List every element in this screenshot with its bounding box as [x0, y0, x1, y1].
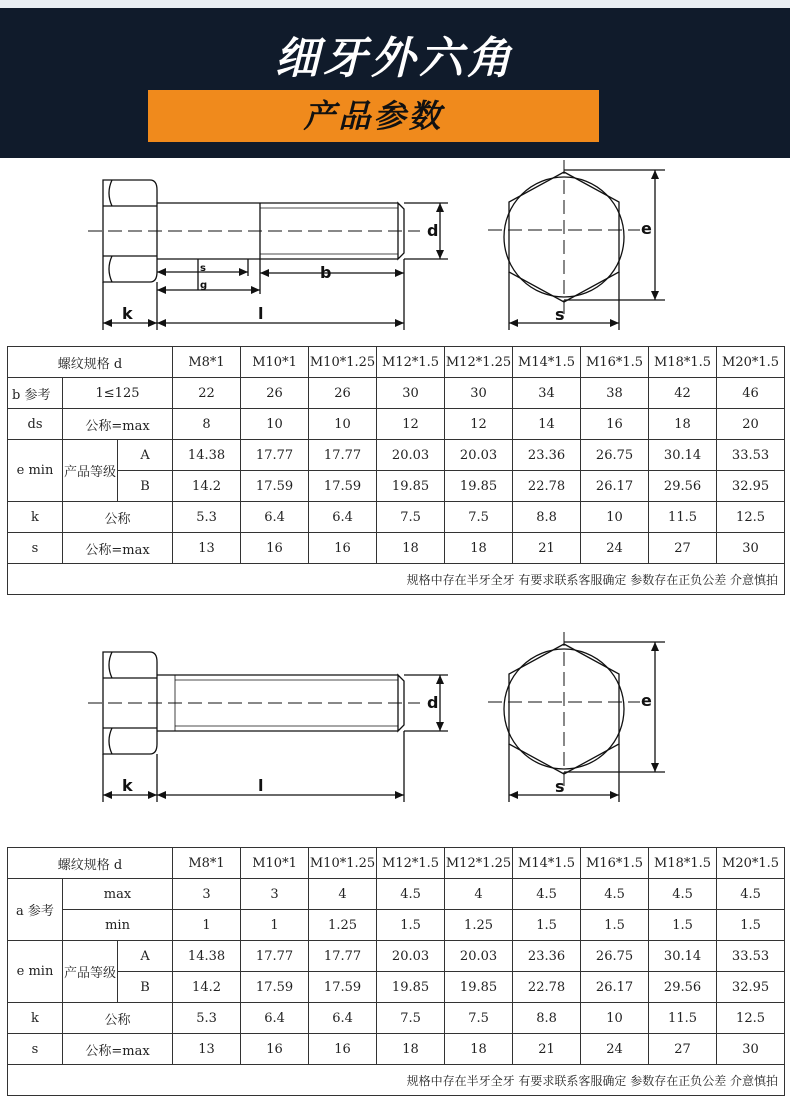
- cell: 12: [377, 409, 445, 440]
- table-header-row: [8, 848, 785, 879]
- label-ls: s: [200, 263, 206, 274]
- col-header: M16*1.5: [581, 347, 649, 378]
- diagram-full-thread: [0, 632, 790, 812]
- col-header: M10*1.25: [309, 347, 377, 378]
- cell: 22.78: [513, 972, 581, 1003]
- cell: 19.85: [445, 471, 513, 502]
- header-label: 螺纹规格 d: [8, 848, 173, 879]
- cell: 17.59: [241, 972, 309, 1003]
- diagram-partial-thread: [0, 160, 790, 340]
- cell: 33.53: [717, 941, 785, 972]
- cell: 26.75: [581, 941, 649, 972]
- table-row: [8, 941, 785, 972]
- cell: 4.5: [581, 879, 649, 910]
- row-label-ds: ds: [8, 409, 63, 440]
- cell: 5.3: [173, 1003, 241, 1034]
- cell: 18: [377, 1034, 445, 1065]
- cell: 17.77: [309, 941, 377, 972]
- col-header: M12*1.25: [445, 347, 513, 378]
- note-row: [8, 564, 785, 595]
- cell: 10: [581, 502, 649, 533]
- cell: 19.85: [445, 972, 513, 1003]
- cell: 17.59: [309, 972, 377, 1003]
- cell: 23.36: [513, 941, 581, 972]
- label-d: d: [427, 693, 439, 712]
- row-label-s: s: [8, 1034, 63, 1065]
- col-header: M10*1: [241, 848, 309, 879]
- cell: 17.77: [241, 440, 309, 471]
- cell: 1: [173, 910, 241, 941]
- note-text: 规格中存在半牙全牙 有要求联系客服确定 参数存在正负公差 介意慎拍: [8, 564, 785, 595]
- cell: 6.4: [241, 502, 309, 533]
- table-row: [8, 910, 785, 941]
- col-header: M20*1.5: [717, 848, 785, 879]
- cell: 10: [241, 409, 309, 440]
- cell: 8: [173, 409, 241, 440]
- cell: 30: [717, 1034, 785, 1065]
- label-k: k: [122, 304, 133, 323]
- cell: 24: [581, 533, 649, 564]
- row-sub-s: 公称=max: [63, 533, 173, 564]
- cell: 1.5: [649, 910, 717, 941]
- cell: 11.5: [649, 502, 717, 533]
- cell: 5.3: [173, 502, 241, 533]
- table-row: [8, 1034, 785, 1065]
- row-sub-min: min: [63, 910, 173, 941]
- table-row: [8, 471, 785, 502]
- label-e: e: [641, 691, 652, 710]
- cell: 1.5: [717, 910, 785, 941]
- cell: 32.95: [717, 471, 785, 502]
- label-k: k: [122, 776, 133, 795]
- cell: 4: [445, 879, 513, 910]
- cell: 1.25: [445, 910, 513, 941]
- cell: 1.5: [377, 910, 445, 941]
- spec-table-1: [7, 346, 785, 595]
- cell: 17.77: [309, 440, 377, 471]
- cell: 16: [241, 533, 309, 564]
- cell: 8.8: [513, 1003, 581, 1034]
- cell: 30: [377, 378, 445, 409]
- cell: 18: [377, 533, 445, 564]
- cell: 18: [649, 409, 717, 440]
- cell: 17.59: [309, 471, 377, 502]
- cell: 16: [241, 1034, 309, 1065]
- cell: 6.4: [241, 1003, 309, 1034]
- row-cond-b: 1≤125: [63, 378, 173, 409]
- cell: 29.56: [649, 972, 717, 1003]
- col-header: M10*1.25: [309, 848, 377, 879]
- cell: 8.8: [513, 502, 581, 533]
- cell: 30.14: [649, 941, 717, 972]
- cell: 10: [581, 1003, 649, 1034]
- cell: 38: [581, 378, 649, 409]
- cell: 21: [513, 533, 581, 564]
- page-subtitle: 产品参数: [303, 97, 444, 135]
- cell: 13: [173, 533, 241, 564]
- note-text: 规格中存在半牙全牙 有要求联系客服确定 参数存在正负公差 介意慎拍: [8, 1065, 785, 1096]
- cell: 32.95: [717, 972, 785, 1003]
- cell: 26.17: [581, 972, 649, 1003]
- col-header: M10*1: [241, 347, 309, 378]
- table-row: [8, 879, 785, 910]
- cell: 16: [309, 533, 377, 564]
- col-header: M16*1.5: [581, 848, 649, 879]
- label-s: s: [555, 777, 565, 796]
- label-s: s: [555, 305, 565, 324]
- spec-table-2: [7, 847, 785, 1096]
- row-sub-max: max: [63, 879, 173, 910]
- table-row: [8, 409, 785, 440]
- cell: 10: [309, 409, 377, 440]
- cell: 4.5: [513, 879, 581, 910]
- grade-label: 产品等级: [63, 941, 118, 1003]
- row-label-e: e min: [8, 440, 63, 502]
- cell: 20.03: [377, 941, 445, 972]
- cell: 4: [309, 879, 377, 910]
- cell: 14.2: [173, 471, 241, 502]
- cell: 26.17: [581, 471, 649, 502]
- cell: 33.53: [717, 440, 785, 471]
- cell: 14.2: [173, 972, 241, 1003]
- cell: 14: [513, 409, 581, 440]
- cell: 20: [717, 409, 785, 440]
- cell: 29.56: [649, 471, 717, 502]
- label-l: l: [258, 776, 264, 795]
- cell: 27: [649, 1034, 717, 1065]
- label-l: l: [258, 304, 264, 323]
- label-e: e: [641, 219, 652, 238]
- label-d: d: [427, 221, 439, 240]
- header-top-strip: [0, 0, 790, 8]
- table-row: [8, 440, 785, 471]
- grade-label: 产品等级: [63, 440, 118, 502]
- table-row: [8, 378, 785, 409]
- cell: 1: [241, 910, 309, 941]
- row-label-a: a 参考: [8, 879, 63, 941]
- row-sub-k: 公称: [63, 502, 173, 533]
- cell: 4.5: [717, 879, 785, 910]
- cell: 18: [445, 533, 513, 564]
- grade-a: A: [118, 440, 173, 471]
- row-label-s: s: [8, 533, 63, 564]
- row-sub-s: 公称=max: [63, 1034, 173, 1065]
- cell: 12.5: [717, 502, 785, 533]
- cell: 18: [445, 1034, 513, 1065]
- cell: 20.03: [377, 440, 445, 471]
- page-title: 细牙外六角: [275, 33, 515, 84]
- col-header: M14*1.5: [513, 347, 581, 378]
- cell: 21: [513, 1034, 581, 1065]
- cell: 6.4: [309, 1003, 377, 1034]
- cell: 20.03: [445, 941, 513, 972]
- grade-b: B: [118, 972, 173, 1003]
- cell: 17.59: [241, 471, 309, 502]
- row-label-b: b 参考: [8, 378, 63, 409]
- col-header: M12*1.5: [377, 848, 445, 879]
- cell: 4.5: [377, 879, 445, 910]
- row-label-k: k: [8, 1003, 63, 1034]
- grade-a: A: [118, 941, 173, 972]
- cell: 3: [241, 879, 309, 910]
- subtitle-bar: [148, 90, 599, 142]
- cell: 22.78: [513, 471, 581, 502]
- cell: 14.38: [173, 440, 241, 471]
- cell: 13: [173, 1034, 241, 1065]
- table-row: [8, 972, 785, 1003]
- col-header: M8*1: [173, 347, 241, 378]
- cell: 22: [173, 378, 241, 409]
- bolt-drawing-1: [0, 160, 790, 340]
- grade-b: B: [118, 471, 173, 502]
- label-b: b: [320, 263, 332, 282]
- col-header: M14*1.5: [513, 848, 581, 879]
- table-header-row: [8, 347, 785, 378]
- cell: 46: [717, 378, 785, 409]
- cell: 12: [445, 409, 513, 440]
- row-label-e: e min: [8, 941, 63, 1003]
- col-header: M8*1: [173, 848, 241, 879]
- col-header: M18*1.5: [649, 347, 717, 378]
- cell: 26: [309, 378, 377, 409]
- label-lg: g: [200, 280, 208, 291]
- cell: 1.5: [513, 910, 581, 941]
- note-row: [8, 1065, 785, 1096]
- table-row: [8, 1003, 785, 1034]
- row-label-k: k: [8, 502, 63, 533]
- cell: 23.36: [513, 440, 581, 471]
- cell: 30: [445, 378, 513, 409]
- cell: 16: [581, 409, 649, 440]
- row-sub-k: 公称: [63, 1003, 173, 1034]
- col-header: M18*1.5: [649, 848, 717, 879]
- cell: 30: [717, 533, 785, 564]
- cell: 27: [649, 533, 717, 564]
- cell: 4.5: [649, 879, 717, 910]
- cell: 30.14: [649, 440, 717, 471]
- cell: 3: [173, 879, 241, 910]
- cell: 16: [309, 1034, 377, 1065]
- cell: 17.77: [241, 941, 309, 972]
- col-header: M12*1.5: [377, 347, 445, 378]
- cell: 12.5: [717, 1003, 785, 1034]
- cell: 7.5: [377, 1003, 445, 1034]
- table-row: [8, 533, 785, 564]
- cell: 19.85: [377, 972, 445, 1003]
- cell: 26: [241, 378, 309, 409]
- cell: 7.5: [445, 1003, 513, 1034]
- cell: 7.5: [445, 502, 513, 533]
- cell: 19.85: [377, 471, 445, 502]
- cell: 20.03: [445, 440, 513, 471]
- cell: 42: [649, 378, 717, 409]
- row-sub-ds: 公称=max: [63, 409, 173, 440]
- cell: 1.25: [309, 910, 377, 941]
- header-banner: [0, 0, 790, 158]
- table-row: [8, 502, 785, 533]
- cell: 11.5: [649, 1003, 717, 1034]
- cell: 24: [581, 1034, 649, 1065]
- cell: 7.5: [377, 502, 445, 533]
- header-label: 螺纹规格 d: [8, 347, 173, 378]
- cell: 14.38: [173, 941, 241, 972]
- cell: 26.75: [581, 440, 649, 471]
- cell: 1.5: [581, 910, 649, 941]
- col-header: M20*1.5: [717, 347, 785, 378]
- bolt-drawing-2: [0, 632, 790, 812]
- col-header: M12*1.25: [445, 848, 513, 879]
- cell: 34: [513, 378, 581, 409]
- cell: 6.4: [309, 502, 377, 533]
